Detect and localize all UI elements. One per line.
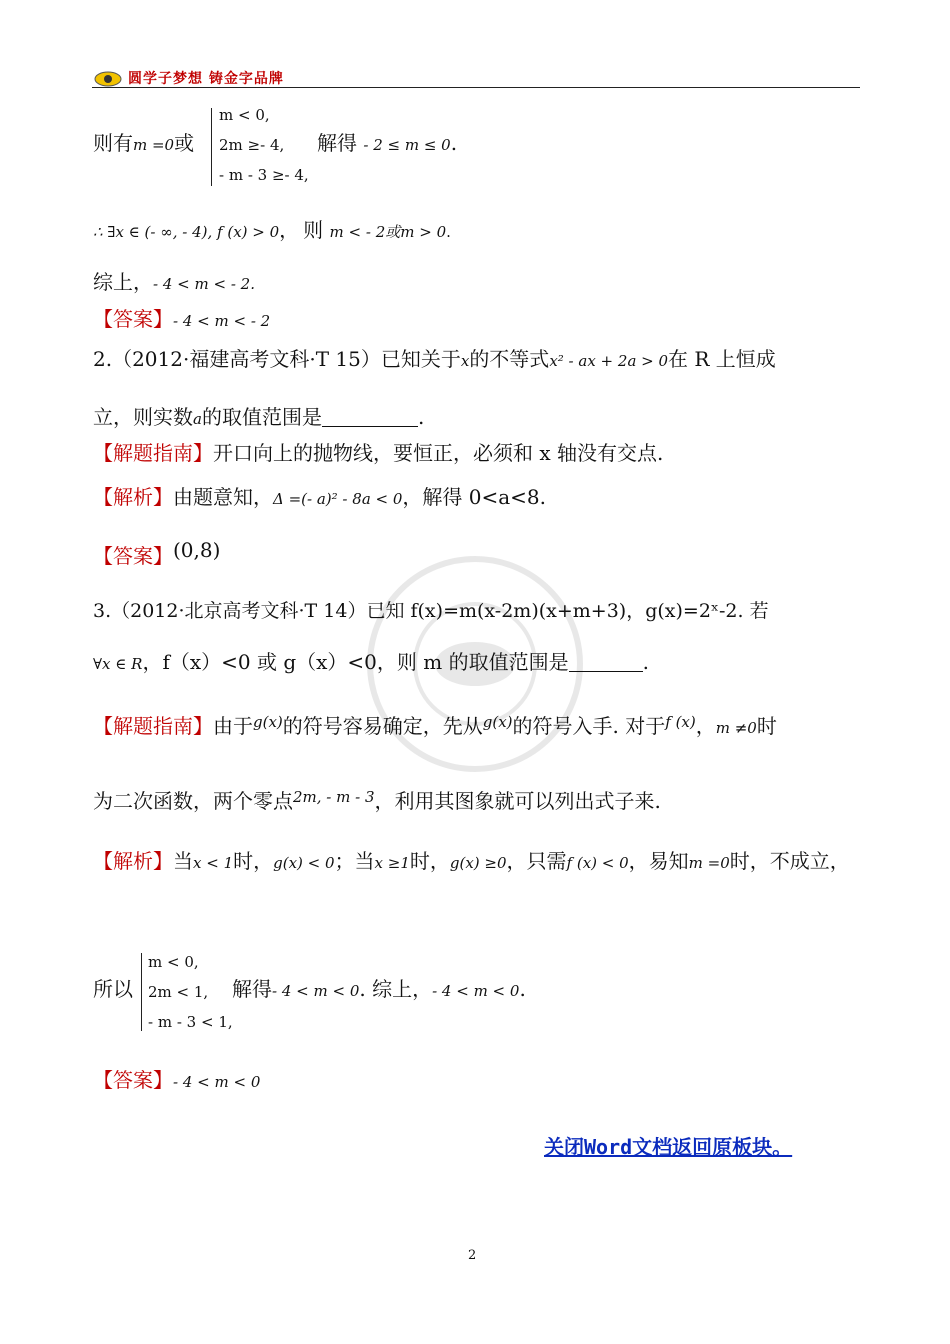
q2-text-c: 在 R 上恒成 xyxy=(668,347,776,371)
text-summary: . 综上， xyxy=(359,977,433,1001)
analysis-2 xyxy=(93,487,546,507)
text-ze: 则 xyxy=(303,218,324,242)
analysis-3 xyxy=(93,851,850,871)
math-summary: - 4 < m < - 2. xyxy=(153,275,255,293)
guide-tag: 【解题指南】 xyxy=(93,441,213,465)
math-result: m < - 2或m > 0 xyxy=(329,223,447,241)
period: . xyxy=(446,223,451,241)
text-jiede: 解得 xyxy=(232,977,272,1001)
q2-text-d: 立，则实数 xyxy=(93,405,193,429)
q2-var-a: a xyxy=(193,410,202,428)
math-result: - 4 < m < 0 xyxy=(272,982,360,1000)
system-brace xyxy=(211,108,212,186)
question-2-line-2 xyxy=(93,407,424,427)
question-3-line-2 xyxy=(93,652,649,672)
q3-forall: ∀x ∈ R xyxy=(93,655,143,673)
q2-inequality: x² - ax + 2a > 0 xyxy=(549,352,669,370)
math-x-ge-1: x ≥1 xyxy=(374,854,410,872)
answer-math: (0,8) xyxy=(173,538,221,562)
math-m-neq-0: m ≠0 xyxy=(715,719,757,737)
guide-tag: 【解题指南】 xyxy=(93,714,213,738)
solution-system-result xyxy=(232,979,526,999)
answer-1 xyxy=(93,309,270,329)
text-c: ；当 xyxy=(334,849,375,873)
system-row-1: m < 0, xyxy=(148,953,199,971)
guide-text-c: 的符号入手. 对于 xyxy=(512,714,666,738)
guide-text-e: 时 xyxy=(756,714,777,738)
answer-tag: 【答案】 xyxy=(93,1068,173,1092)
answer-2 xyxy=(93,538,221,568)
math-gx-lt-0: g(x) < 0 xyxy=(273,854,335,872)
comma: ， xyxy=(279,218,300,242)
guide-text-b: 的符号容易确定，先从 xyxy=(282,714,483,738)
system-row-2: 2m ≥- 4, xyxy=(219,136,285,154)
header-rule xyxy=(92,87,860,88)
answer-blank[interactable] xyxy=(569,653,643,672)
guide-3-line-2 xyxy=(93,788,661,813)
period: . xyxy=(642,650,649,674)
math-fx-lt-0: f (x) < 0 xyxy=(566,854,629,872)
question-2-line-1 xyxy=(93,349,776,369)
analysis-math: Δ =(- a)² - 8a < 0 xyxy=(273,490,403,508)
period: . xyxy=(417,405,425,429)
period: . xyxy=(450,131,458,155)
analysis-text-a: 由题意知， xyxy=(173,485,273,509)
answer-tag: 【答案】 xyxy=(93,544,173,568)
answer-math: - 4 < m < 0 xyxy=(173,1073,261,1091)
math-gx-ge-0: g(x) ≥0 xyxy=(449,854,507,872)
analysis-tag: 【解析】 xyxy=(93,849,173,873)
guide-text-g: ，利用其图象就可以列出式子来. xyxy=(374,789,661,813)
guide-2 xyxy=(93,443,663,463)
text-g: 时，不成立， xyxy=(729,849,850,873)
close-document-link[interactable]: 关闭Word文档返回原板块。 xyxy=(544,1135,793,1159)
q2-text-e: 的取值范围是 xyxy=(201,405,322,429)
solution-line-2 xyxy=(93,220,451,240)
math-zeros: 2m, - m - 3 xyxy=(293,788,375,806)
header-slogan: 圆学子梦想 铸金字品牌 xyxy=(128,71,284,87)
math-result: - 4 < m < 0 xyxy=(432,982,520,1000)
system-row-2: 2m < 1, xyxy=(148,983,209,1001)
period: . xyxy=(519,977,526,1001)
text-or: 或 xyxy=(174,131,195,155)
system-brace xyxy=(141,953,142,1031)
answer-tag: 【答案】 xyxy=(93,307,173,331)
answer-blank[interactable] xyxy=(322,408,418,427)
comma: ， xyxy=(695,714,716,738)
guide-3-line-1 xyxy=(93,713,777,738)
solution-system-label: 所以 xyxy=(93,977,133,1001)
eye-logo-icon xyxy=(93,70,123,88)
text-summary: 综上， xyxy=(93,270,153,294)
q2-text-a: 2.（2012·福建高考文科·T 15）已知关于 xyxy=(93,347,461,371)
math-m-eq-0: m =0 xyxy=(688,854,730,872)
text-jiede: 解得 xyxy=(317,131,357,155)
solution-line-1 xyxy=(93,133,194,153)
system-row-3: - m - 3 ≥- 4, xyxy=(219,166,309,184)
guide-text-f: 为二次函数，两个零点 xyxy=(93,789,293,813)
analysis-tag: 【解析】 xyxy=(93,485,173,509)
guide-text-a: 由于 xyxy=(213,714,253,738)
math-exists: ∴ ∃x ∈ (- ∞, - 4), f (x) > 0 xyxy=(93,223,280,241)
page-number: 2 xyxy=(468,1248,477,1263)
text-a: 当 xyxy=(173,849,193,873)
system-row-1: m < 0, xyxy=(219,106,270,124)
text-e: ，只需 xyxy=(506,849,567,873)
math-m-equals-0: m =0 xyxy=(133,136,175,154)
math-result: - 2 ≤ m ≤ 0 xyxy=(363,136,451,154)
answer-math: - 4 < m < - 2 xyxy=(173,312,271,330)
math-gx: g(x) xyxy=(482,713,513,731)
q3-text: ，f（x）<0 或 g（x）<0，则 m 的取值范围是 xyxy=(142,650,569,674)
math-gx: g(x) xyxy=(253,713,283,731)
text-prefix: 则有 xyxy=(93,131,133,155)
math-x-lt-1: x < 1 xyxy=(193,854,234,872)
solution-line-1-result xyxy=(317,133,457,153)
guide-text: 开口向上的抛物线，要恒正，必须和 x 轴没有交点. xyxy=(213,441,664,465)
answer-3 xyxy=(93,1070,260,1090)
analysis-text-b: ，解得 0<a<8. xyxy=(402,485,547,509)
math-fx: f (x) xyxy=(665,713,696,731)
solution-line-3 xyxy=(93,272,255,292)
system-row-3: - m - 3 < 1, xyxy=(148,1013,233,1031)
text-b: 时， xyxy=(233,849,274,873)
q2-text-b: 的不等式 xyxy=(469,347,550,371)
text-d: 时， xyxy=(409,849,450,873)
text-f: ，易知 xyxy=(628,849,689,873)
q2-var-x: x xyxy=(460,352,470,370)
question-3-line-1: 3.（2012·北京高考文科·T 14）已知 f(x)=m(x-2m)(x+m+3)，g(x)=2ˣ-2. 若 xyxy=(93,600,769,622)
